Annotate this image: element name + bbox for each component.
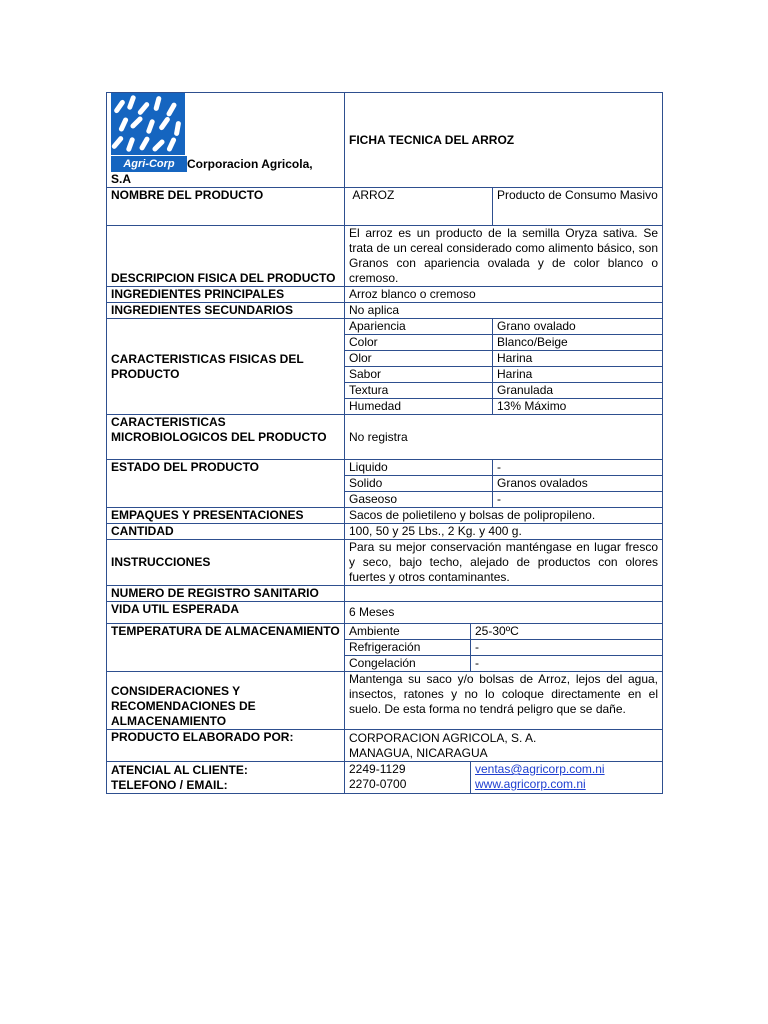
estado-value: - — [493, 460, 663, 476]
estado-key: Liquido — [345, 460, 493, 476]
elaborado-location: MANAGUA, NICARAGUA — [349, 746, 488, 760]
row-label-descripcion: DESCRIPCION FISICA DEL PRODUCTO — [107, 226, 345, 287]
rice-grains-icon — [111, 93, 185, 155]
fisicas-key: Textura — [345, 383, 493, 399]
contact-links-cell — [471, 762, 663, 794]
row-label-estado: ESTADO DEL PRODUCTO — [107, 460, 345, 508]
row-value-empaques: Sacos de polietileno y bolsas de polipropileno. — [345, 508, 663, 524]
row-label-instrucciones: INSTRUCCIONES — [107, 540, 345, 586]
company-name-suffix: S.A — [111, 172, 132, 186]
company-cell — [107, 93, 345, 188]
estado-value: Granos ovalados — [493, 476, 663, 492]
row-value-descripcion: El arroz es un producto de la semilla Oryza sativa. Se trata de un cereal considerado como alimento básico, son Granos con apariencia ovalada y de color blanco o cremoso. — [345, 226, 663, 287]
fisicas-value: 13% Máximo — [493, 399, 663, 415]
row-label-consideraciones: CONSIDERACIONES Y RECOMENDACIONES DE ALMACENAMIENTO — [107, 672, 345, 730]
row-value-ingredientes-principales: Arroz blanco o cremoso — [345, 287, 663, 303]
fisicas-key: Humedad — [345, 399, 493, 415]
company-name: Corporacion Agricola, — [187, 157, 313, 171]
fisicas-key: Apariencia — [345, 319, 493, 335]
temperatura-key: Refrigeración — [345, 640, 471, 656]
fisicas-value: Granulada — [493, 383, 663, 399]
spec-table — [106, 92, 663, 794]
row-label-empaques: EMPAQUES Y PRESENTACIONES — [107, 508, 345, 524]
row-value-vida-util: 6 Meses — [345, 602, 663, 624]
elaborado-company: CORPORACION AGRICOLA, S. A. — [349, 731, 537, 745]
estado-key: Gaseoso — [345, 492, 493, 508]
row-label-ingredientes-secundarios: INGREDIENTES SECUNDARIOS — [107, 303, 345, 319]
row-label-microbiologicas: CARACTERISTICAS MICROBIOLOGICOS DEL PRODUCTO — [107, 415, 345, 460]
atencion-label: ATENCIAL AL CLIENTE: — [111, 763, 248, 777]
estado-key: Solido — [345, 476, 493, 492]
row-label-registro: NUMERO DE REGISTRO SANITARIO — [107, 586, 345, 602]
row-extra-nombre: Producto de Consumo Masivo — [493, 188, 663, 226]
row-label-vida-util: VIDA UTIL ESPERADA — [107, 602, 345, 624]
row-value-elaborado — [345, 730, 663, 762]
website-link[interactable]: www.agricorp.com.ni — [475, 777, 586, 791]
phones-cell — [345, 762, 471, 794]
temperatura-key: Ambiente — [345, 624, 471, 640]
agri-corp-logo — [111, 93, 187, 172]
row-label-ingredientes-principales: INGREDIENTES PRINCIPALES — [107, 287, 345, 303]
telefono-email-label: TELEFONO / EMAIL: — [111, 778, 228, 792]
technical-sheet — [106, 92, 662, 794]
row-value-instrucciones: Para su mejor conservación manténgase en lugar fresco y seco, bajo techo, alejado de productos con olores fuertes y otros contaminantes. — [345, 540, 663, 586]
row-value-cantidad: 100, 50 y 25 Lbs., 2 Kg. y 400 g. — [345, 524, 663, 540]
row-label-nombre: NOMBRE DEL PRODUCTO — [107, 188, 345, 226]
row-label-cantidad: CANTIDAD — [107, 524, 345, 540]
fisicas-key: Color — [345, 335, 493, 351]
row-value-ingredientes-secundarios: No aplica — [345, 303, 663, 319]
row-value-registro — [345, 586, 663, 602]
phone-1: 2249-1129 — [349, 762, 406, 776]
fisicas-value: Harina — [493, 367, 663, 383]
document-title: FICHA TECNICA DEL ARROZ — [345, 93, 663, 188]
row-value-nombre: ARROZ — [345, 188, 493, 226]
fisicas-key: Sabor — [345, 367, 493, 383]
temperatura-value: - — [471, 656, 663, 672]
fisicas-key: Olor — [345, 351, 493, 367]
temperatura-value: 25-30ºC — [471, 624, 663, 640]
phone-2: 2270-0700 — [349, 777, 407, 791]
temperatura-value: - — [471, 640, 663, 656]
fisicas-value: Harina — [493, 351, 663, 367]
row-label-fisicas: CARACTERISTICAS FISICAS DEL PRODUCTO — [107, 319, 345, 415]
row-label-elaborado: PRODUCTO ELABORADO POR: — [107, 730, 345, 762]
logo-text: Agri-Corp — [111, 156, 187, 172]
fisicas-value: Blanco/Beige — [493, 335, 663, 351]
row-label-atencion — [107, 762, 345, 794]
row-value-microbiologicas: No registra — [345, 415, 663, 460]
fisicas-value: Grano ovalado — [493, 319, 663, 335]
email-link[interactable]: ventas@agricorp.com.ni — [475, 762, 605, 776]
estado-value: - — [493, 492, 663, 508]
temperatura-key: Congelación — [345, 656, 471, 672]
row-label-temperatura: TEMPERATURA DE ALMACENAMIENTO — [107, 624, 345, 672]
row-value-consideraciones: Mantenga su saco y/o bolsas de Arroz, lejos del agua, insectos, ratones y no lo coloque directamente en el suelo. De esta forma no tendrá peligro que se dañe. — [345, 672, 663, 730]
